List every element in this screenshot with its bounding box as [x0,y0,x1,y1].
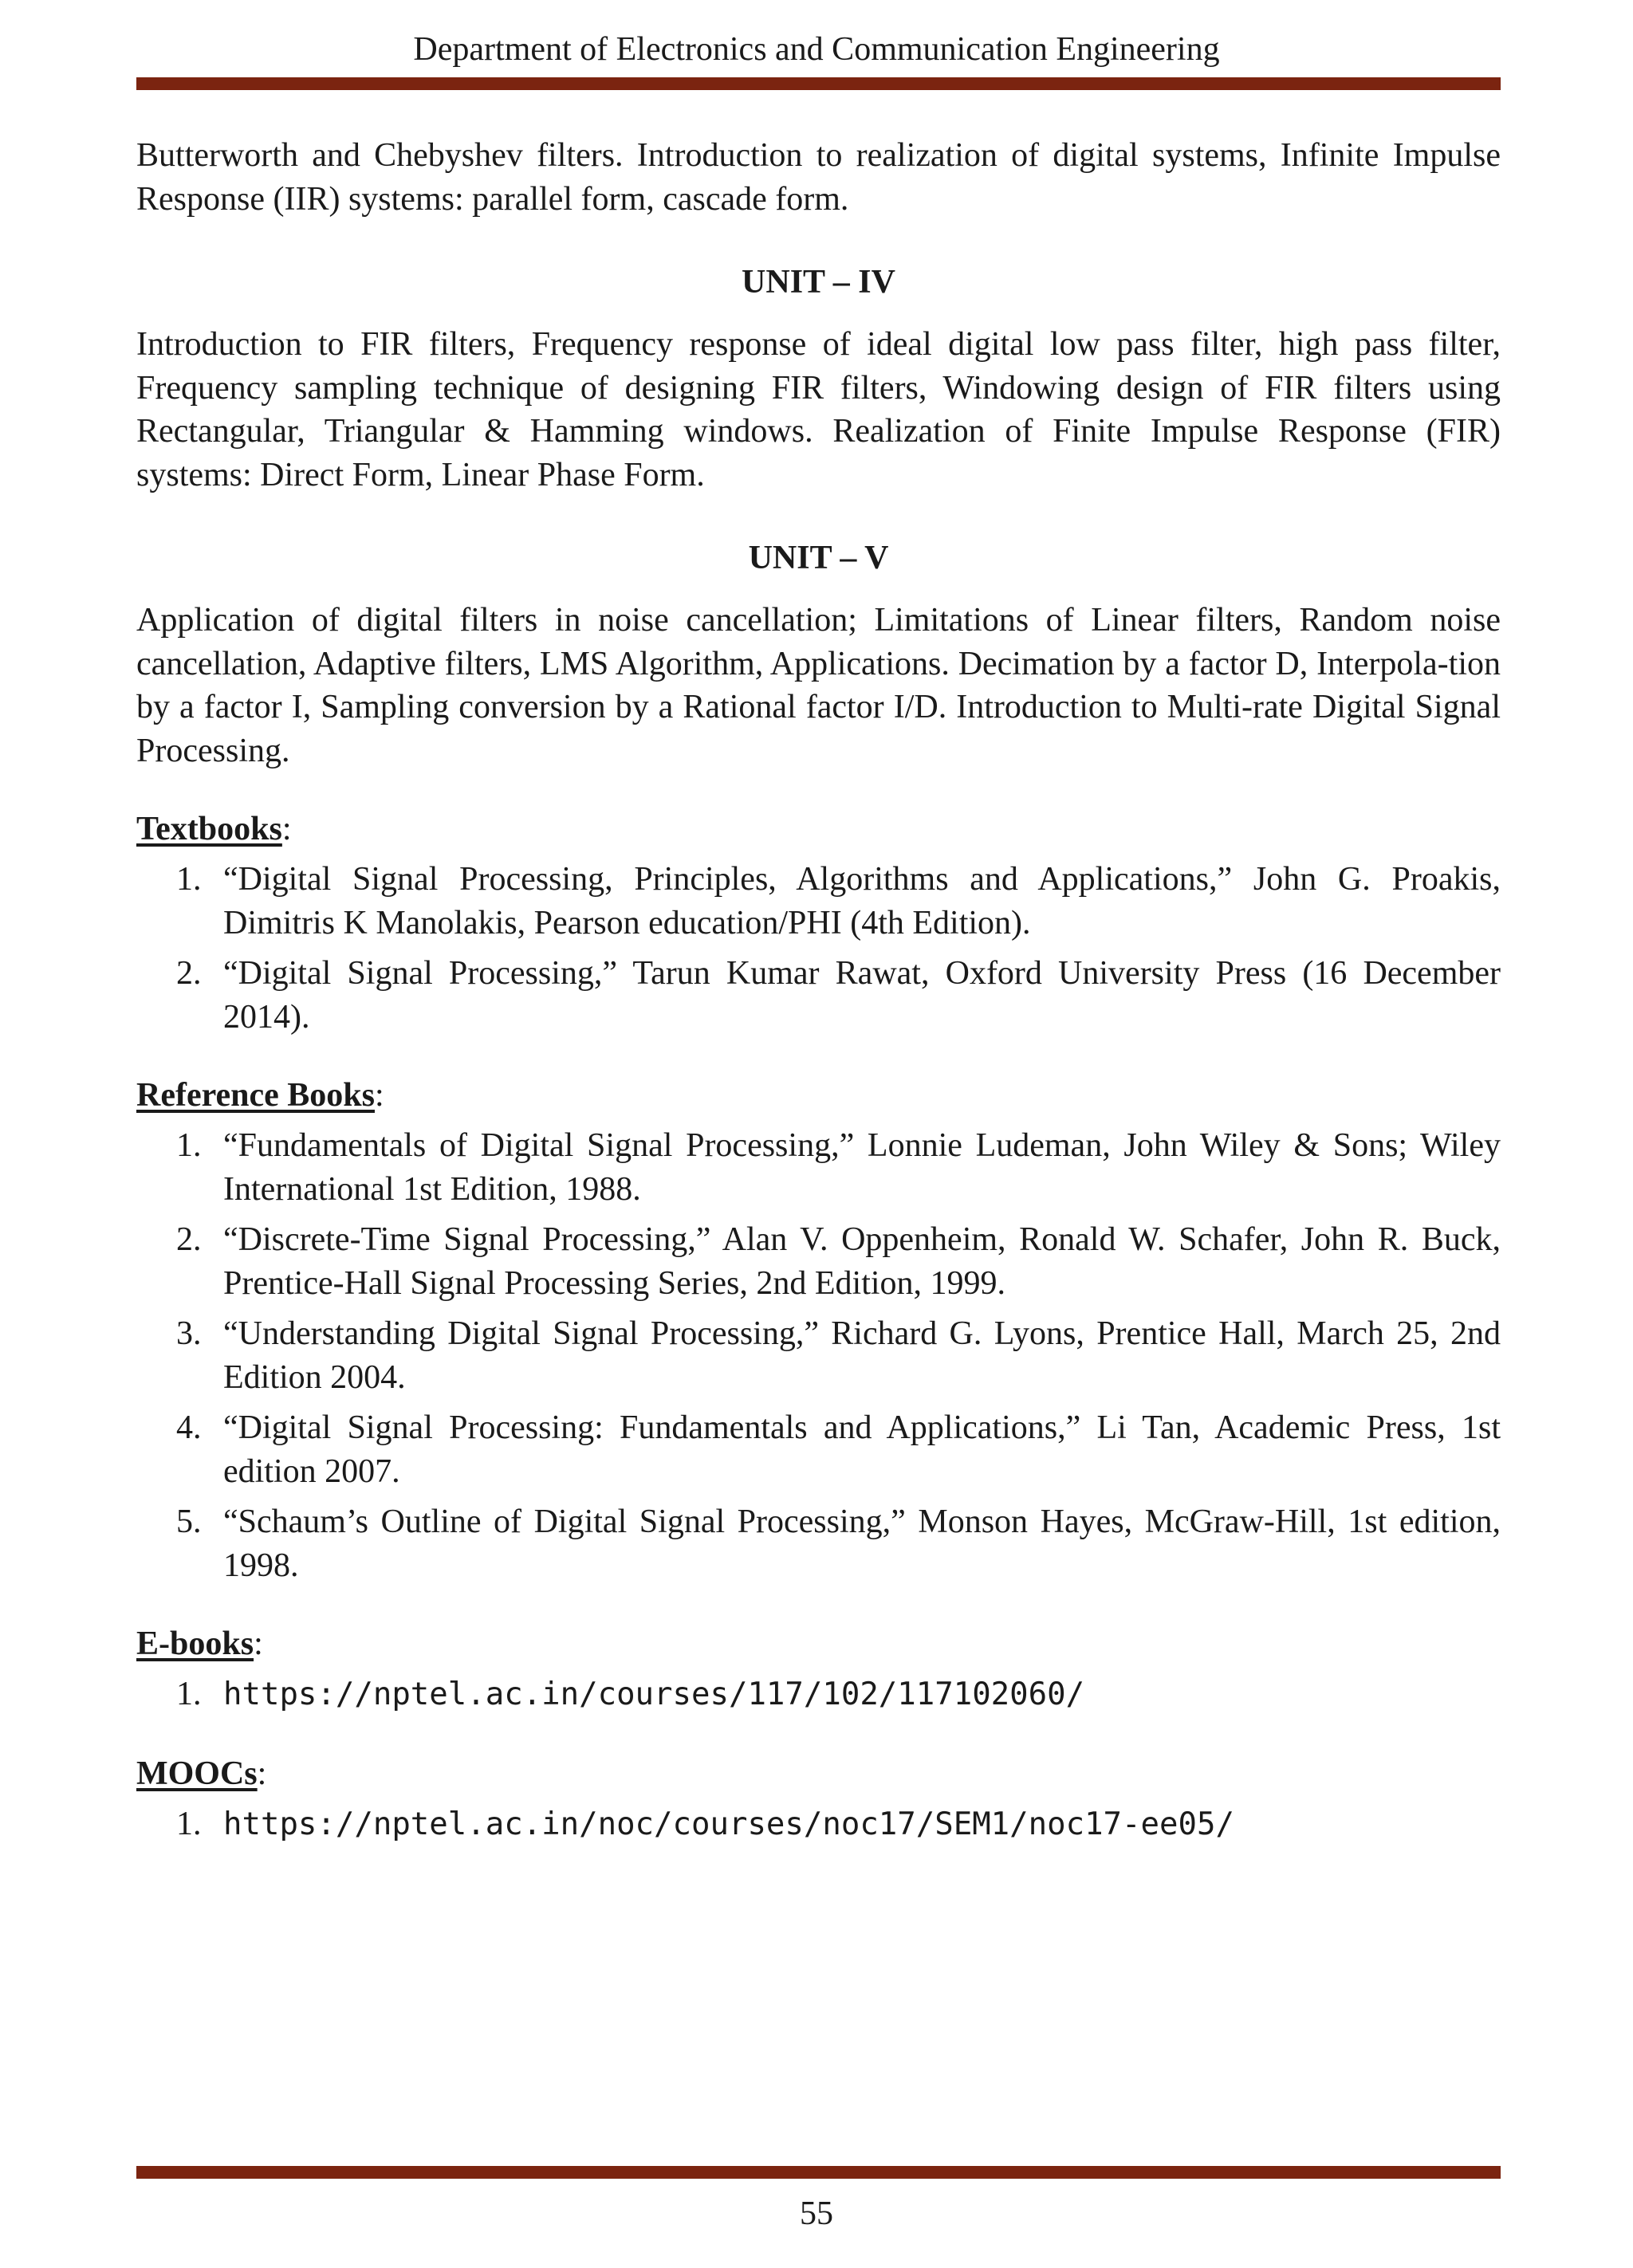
list-item [136,1312,1501,1399]
ebook-link[interactable]: https://nptel.ac.in/courses/117/102/117102060/ [223,1676,1085,1712]
list-item-number: 1. [176,1805,202,1842]
list-item-number: 2. [176,1221,202,1258]
reference-books-heading: Reference Books: [136,1077,384,1114]
list-item-number: 1. [176,1127,202,1164]
ebooks-heading: E-books: [136,1625,263,1662]
list-item-number: 4. [176,1409,202,1446]
list-item [136,1218,1501,1305]
reference-books-list [136,1124,1501,1587]
list-item-number: 5. [176,1503,202,1540]
list-item-text: “Digital Signal Processing, Principles, Algorithms and Applications,” John G. Proakis, Dimitris K Manolakis, Pearson education/PHI (4th Edition). [223,861,1501,941]
list-item [136,1802,1501,1847]
list-item-text: “Fundamentals of Digital Signal Processing,” Lonnie Ludeman, John Wiley & Sons; Wiley International 1st Edition, 1988. [223,1127,1501,1208]
page-header-title: Department of Electronics and Communication Engineering [413,31,1220,68]
textbooks-list [136,858,1501,1039]
page-number: 55 [800,2195,833,2232]
unit-5-heading: UNIT – V [748,540,889,576]
list-item-number: 1. [176,1676,202,1712]
header-rule [136,77,1501,90]
unit-5-text: Application of digital filters in noise cancellation; Limitations of Linear filters, Random noise cancellation, Adaptive filters, LMS Algorithm, Applications. Decimation by a factor D, Interpola-tion by a factor I, Sampling conversion by a Rational factor I/D. Introduction to Multi-rate Digital Signal Processing. [136,602,1501,769]
list-item [136,952,1501,1039]
list-item-number: 2. [176,955,202,992]
textbooks-heading-label: Textbooks [136,811,282,847]
list-item [136,858,1501,945]
ebooks-list [136,1673,1501,1717]
mooc-link[interactable]: https://nptel.ac.in/noc/courses/noc17/SEM1/noc17-ee05/ [223,1806,1234,1842]
footer-rule [136,2166,1501,2179]
list-item-text: “Understanding Digital Signal Processing,” Richard G. Lyons, Prentice Hall, March 25, 2nd Edition 2004. [223,1315,1501,1396]
list-item-number: 3. [176,1315,202,1352]
list-item-number: 1. [176,861,202,898]
list-item-text: “Digital Signal Processing,” Tarun Kumar Rawat, Oxford University Press (16 December 2014). [223,955,1501,1036]
list-item [136,1673,1501,1717]
list-item [136,1406,1501,1493]
reference-books-heading-label: Reference Books [136,1077,375,1114]
page-content [136,134,1501,1853]
intro-paragraph: Butterworth and Chebyshev filters. Introduction to realization of digital systems, Infinite Impulse Response (IIR) systems: parallel form, cascade form. [136,137,1501,218]
list-item [136,1500,1501,1587]
textbooks-heading: Textbooks: [136,811,292,847]
moocs-list [136,1802,1501,1847]
list-item [136,1124,1501,1211]
list-item-text: “Schaum’s Outline of Digital Signal Processing,” Monson Hayes, McGraw-Hill, 1st edition, 1998. [223,1503,1501,1584]
moocs-heading-label: MOOCs [136,1755,258,1792]
ebooks-heading-label: E-books [136,1625,254,1662]
unit-4-heading: UNIT – IV [742,264,895,301]
list-item-text: “Discrete-Time Signal Processing,” Alan V. Oppenheim, Ronald W. Schafer, John R. Buck, Prentice-Hall Signal Processing Series, 2nd Edition, 1999. [223,1221,1501,1302]
unit-4-text: Introduction to FIR filters, Frequency response of ideal digital low pass filter, high pass filter, Frequency sampling technique of designing FIR filters, Windowing design of FIR filters using Rectangular, Triangular & Hamming windows. Realization of Finite Impulse Response (FIR) systems: Direct Form, Linear Phase Form. [136,326,1501,493]
moocs-heading: MOOCs: [136,1755,267,1792]
list-item-text: “Digital Signal Processing: Fundamentals and Applications,” Li Tan, Academic Press, 1st edition 2007. [223,1409,1501,1490]
